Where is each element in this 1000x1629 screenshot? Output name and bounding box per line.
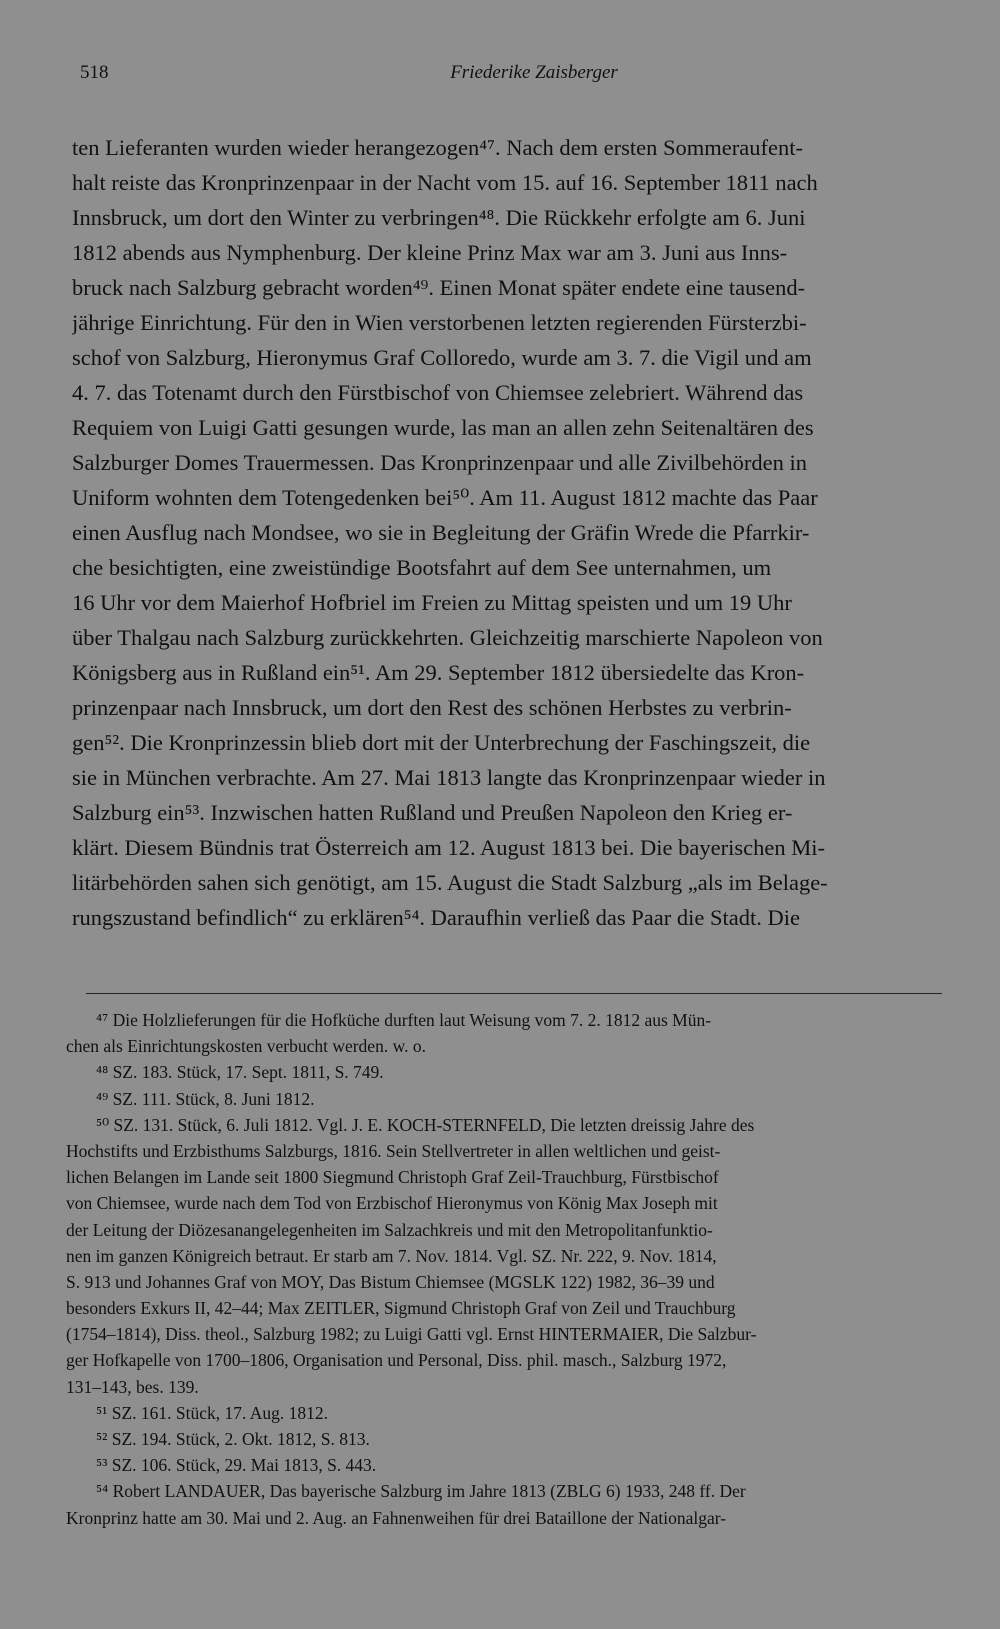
- footnote-50-line: 131–143, bes. 139.: [66, 1376, 199, 1397]
- page-number: 518: [80, 62, 109, 83]
- body-line: klärt. Diesem Bündnis trat Österreich am 12. August 1813 bei. Die bayerischen Mi-: [72, 835, 825, 860]
- body-line: 1812 abends aus Nymphenburg. Der kleine Prinz Max war am 3. Juni aus Inns-: [72, 240, 788, 265]
- body-line: rungszustand befindlich“ zu erklären⁵⁴. Daraufhin verließ das Paar die Stadt. Die: [72, 905, 800, 930]
- footnote-47-line: ⁴⁷ Die Holzlieferungen für die Hofküche durften laut Weisung vom 7. 2. 1812 aus Mün-: [96, 1010, 712, 1030]
- footnote-54-line: Kronprinz hatte am 30. Mai und 2. Aug. an Fahnenweihen für drei Bataillone der Nationalgar-: [66, 1507, 727, 1528]
- footnote-54-line: ⁵⁴ Robert LANDAUER, Das bayerische Salzburg im Jahre 1813 (ZBLG 6) 1933, 248 ff. Der: [96, 1481, 746, 1502]
- footnote-50-line: der Leitung der Diözesanangelegenheiten im Salzachkreis und mit den Metropolitanfunktio-: [66, 1219, 713, 1240]
- body-line: jährige Einrichtung. Für den in Wien verstorbenen letzten regierenden Fürsterzbi-: [72, 310, 807, 335]
- body-line: gen⁵². Die Kronprinzessin blieb dort mit der Unterbrechung der Faschingszeit, die: [72, 730, 811, 755]
- body-line: Salzburg ein⁵³. Inzwischen hatten Rußland und Preußen Napoleon den Krieg er-: [72, 800, 793, 825]
- footnote-48: ⁴⁸ SZ. 183. Stück, 17. Sept. 1811, S. 749.: [96, 1062, 384, 1083]
- footnote-50-line: (1754–1814), Diss. theol., Salzburg 1982; zu Luigi Gatti vgl. Ernst HINTERMAIER, Die Salzbur-: [66, 1324, 757, 1345]
- body-line: sie in München verbrachte. Am 27. Mai 1813 langte das Kronprinzenpaar wieder in: [72, 765, 826, 790]
- body-line: Königsberg aus in Rußland ein⁵¹. Am 29. September 1812 übersiedelte das Kron-: [72, 660, 805, 685]
- body-line: prinzenpaar nach Innsbruck, um dort den Rest des schönen Herbstes zu verbrin-: [72, 695, 792, 720]
- body-line: bruck nach Salzburg gebracht worden⁴⁹. Einen Monat später endete eine tausend-: [72, 275, 806, 300]
- body-line: schof von Salzburg, Hieronymus Graf Colloredo, wurde am 3. 7. die Vigil und am: [72, 345, 812, 370]
- footnote-50-line: Hochstifts und Erzbisthums Salzburgs, 1816. Sein Stellvertreter in allen weltlichen und geist-: [66, 1140, 721, 1161]
- page-header: [80, 62, 948, 92]
- footnote-50-line: S. 913 und Johannes Graf von MOY, Das Bistum Chiemsee (MGSLK 122) 1982, 36–39 und: [66, 1271, 715, 1292]
- body-line: 4. 7. das Totenamt durch den Fürstbischof von Chiemsee zelebriert. Während das: [72, 380, 804, 405]
- body-line: litärbehörden sahen sich genötigt, am 15. August die Stadt Salzburg „als im Belage-: [72, 870, 828, 895]
- footnote-50-line: ger Hofkapelle von 1700–1806, Organisation und Personal, Diss. phil. masch., Salzburg 1972,: [66, 1350, 727, 1371]
- footnote-52: ⁵² SZ. 194. Stück, 2. Okt. 1812, S. 813.: [96, 1429, 370, 1449]
- footnote-50-line: von Chiemsee, wurde nach dem Tod von Erzbischof Hieronymus von König Max Joseph mit: [66, 1193, 718, 1214]
- body-line: Requiem von Luigi Gatti gesungen wurde, las man an allen zehn Seitenaltären des: [72, 415, 814, 440]
- footnote-50-line: ⁵⁰ SZ. 131. Stück, 6. Juli 1812. Vgl. J. E. KOCH-STERNFELD, Die letzten dreissig Jahre des: [96, 1114, 755, 1135]
- body-text: [72, 130, 950, 935]
- footnotes: [66, 1007, 950, 1531]
- body-line: che besichtigten, eine zweistündige Bootsfahrt auf dem See unternahmen, um: [72, 555, 772, 580]
- footnote-49: ⁴⁹ SZ. 111. Stück, 8. Juni 1812.: [96, 1088, 315, 1109]
- footnote-50-line: nen im ganzen Königreich betraut. Er starb am 7. Nov. 1814. Vgl. SZ. Nr. 222, 9. Nov. 1814,: [66, 1245, 717, 1266]
- body-line: ten Lieferanten wurden wieder herangezogen⁴⁷. Nach dem ersten Sommeraufent-: [72, 135, 803, 160]
- body-line: Salzburger Domes Trauermessen. Das Kronprinzenpaar und alle Zivilbehörden in: [72, 450, 808, 475]
- body-line: 16 Uhr vor dem Maierhof Hofbriel im Freien zu Mittag speisten und um 19 Uhr: [72, 590, 792, 615]
- body-line: über Thalgau nach Salzburg zurückkehrten. Gleichzeitig marschierte Napoleon von: [72, 625, 823, 650]
- running-head: Friederike Zaisberger: [450, 62, 618, 83]
- footnote-50-line: lichen Belangen im Lande seit 1800 Siegmund Christoph Graf Zeil-Trauchburg, Fürstbischof: [66, 1167, 719, 1188]
- footnote-53: ⁵³ SZ. 106. Stück, 29. Mai 1813, S. 443.: [96, 1455, 377, 1476]
- footnote-47-line: chen als Einrichtungskosten verbucht werden. w. o.: [66, 1036, 426, 1057]
- footnote-50-line: besonders Exkurs II, 42–44; Max ZEITLER, Sigmund Christoph Graf von Zeil und Trauchburg: [66, 1298, 736, 1319]
- body-line: halt reiste das Kronprinzenpaar in der Nacht vom 15. auf 16. September 1811 nach: [72, 170, 818, 195]
- footnote-separator: [86, 993, 942, 994]
- body-line: Uniform wohnten dem Totengedenken bei⁵⁰. Am 11. August 1812 machte das Paar: [72, 485, 818, 510]
- body-line: Innsbruck, um dort den Winter zu verbringen⁴⁸. Die Rückkehr erfolgte am 6. Juni: [72, 205, 806, 230]
- footnote-51: ⁵¹ SZ. 161. Stück, 17. Aug. 1812.: [96, 1402, 329, 1423]
- body-line: einen Ausflug nach Mondsee, wo sie in Begleitung der Gräfin Wrede die Pfarrkir-: [72, 520, 810, 545]
